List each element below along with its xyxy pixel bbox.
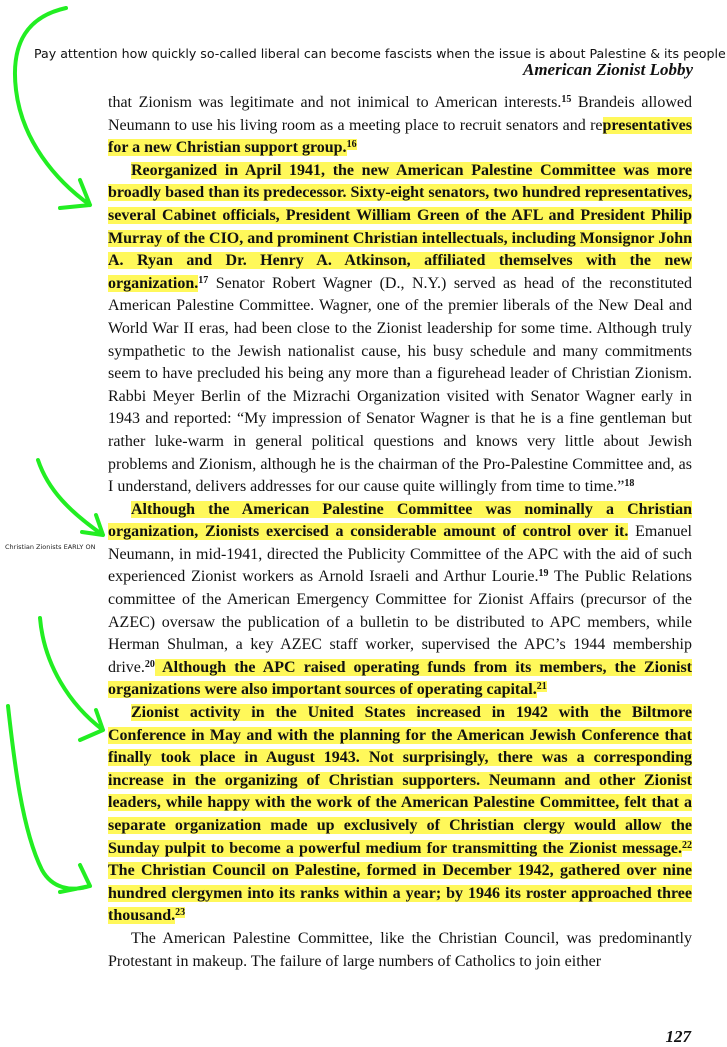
footnote-ref: 19	[538, 568, 549, 580]
footnote-ref: 22	[682, 839, 692, 851]
highlighted-text: Although the APC raised operating funds from its members, the Zionist organizations were also important sources of operating capital.	[108, 658, 692, 699]
paragraph-3: Although the American Palestine Committee was nominally a Christian organization, Zionists exercised a considerable amount of control over it. Emanuel Neumann, in mid-1941, directed the Publicity Committee of the APC with the aid of such experienced Zionist workers as Arnold Israeli and Arthur Lourie.$^{19}$ The Public Relations committee of the American Emergency Committee for Zionist Affairs (precursor of the AZEC) oversaw the publication of a bulletin to be distributed to APC members, while Herman Shulman, a key AZEC staff worker, supervised the APC’s 1944 membership drive.$^{20}$ Although the APC raised operating funds from its members, the Zionist organizations were also important sources of operating capital.$^{21}$	[108, 500, 692, 699]
highlighted-text: Zionist activity in the United States increased in 1942 with the Biltmore Conference in May and with the planning for the American Jewish Conference that finally took place in August 1943. Not surprisingly, there was a corresponding increase in the organizing of Christian supporters. Neumann and other Zionist leaders, while happy with the work of the American Palestine Committee, felt that a separate organization made up exclusively of Christian clergy would allow the Sunday pulpit to become a powerful medium for transmitting the Zionist message.	[108, 704, 692, 857]
highlighted-text: The Christian Council on Palestine, formed in December 1942, gathered over nine hundred clergymen into its ranks within a year; by 1946 its roster approached three thousand.	[108, 862, 692, 925]
footnote-ref: 23	[175, 907, 186, 919]
side-note: Christian Zionists EARLY ON	[5, 543, 96, 551]
arrow-4-icon	[8, 706, 90, 892]
page-number: 127	[665, 1027, 691, 1046]
footnote-ref: 20	[144, 658, 155, 670]
arrow-2-icon	[38, 460, 103, 535]
footnote-ref: 16	[346, 139, 357, 151]
body-text	[108, 92, 692, 973]
paragraph-5: The American Palestine Committee, like the Christian Council, was predominantly Protestant in makeup. The failure of large numbers of Catholics to join either	[108, 929, 692, 970]
footnote-ref: 15	[561, 94, 572, 105]
paragraph-2: Reorganized in April 1941, the new American Palestine Committee was more broadly based than its predecessor. Sixty-eight senators, two hundred representatives, several Cabinet officials, President William Green of the AFL and President Philip Murray of the CIO, and prominent Christian intellectuals, including Monsignor John A. Ryan and Dr. Henry A. Atkinson, affiliated themselves with the new organization.$^{17}$ Senator Robert Wagner (D., N.Y.) served as head of the reconstituted American Palestine Committee. Wagner, one of the premier liberals of the New Deal and World War II eras, had been close to the Zionist leadership for some time. Although truly sympathetic to the Jewish nationalist cause, his busy schedule and many commitments seem to have precluded his being any more than a figurehead leader of Christian Zionism. Rabbi Meyer Berlin of the Mizrachi Organization visited with Senator Wagner early in 1943 and reported: “My impression of Senator Wagner is that he is a fine gentleman but rather luke-warm in general political questions and knows very little about Jewish problems and Zionism, although he is the chairman of the Pro-Palestine Committee and, as I understand, delivers addresses for our cause quite willingly from time to time.”$^{18}$	[108, 161, 692, 496]
paragraph-1: that Zionism was legitimate and not inimical to American interests.$^{15}$ Brandeis allowed Neumann to use his living room as a meeting place to recruit senators and representatives for a new Christian support group.$^{16}$	[108, 94, 693, 157]
footnote-ref: 18	[624, 478, 635, 490]
highlighted-text: Reorganized in April 1941, the new American Palestine Committee was more broadly based than its predecessor. Sixty-eight senators, two hundred representatives, several Cabinet officials, President William Green of the AFL and President Philip Murray of the CIO, and prominent Christian intellectuals, including Monsignor John A. Ryan and Dr. Henry A. Atkinson, affiliated themselves with the new organization.	[108, 161, 692, 292]
footnote-ref: 21	[536, 681, 547, 693]
paragraph-4	[108, 702, 692, 928]
highlighted-text: presentatives for a new Christian support group.	[108, 116, 692, 157]
highlighted-text: Although the American Palestine Committee was nominally a Christian organization, Zionists exercised a considerable amount of control over it.	[108, 500, 692, 541]
arrow-1-icon	[15, 8, 90, 208]
handwritten-note-top: Pay attention how quickly so-called liberal can become fascists when the issue is about Palestine & its people	[34, 46, 726, 61]
arrow-3-icon	[40, 618, 103, 740]
running-head: American Zionist Lobby	[523, 60, 693, 79]
footnote-ref: 17	[198, 274, 209, 286]
